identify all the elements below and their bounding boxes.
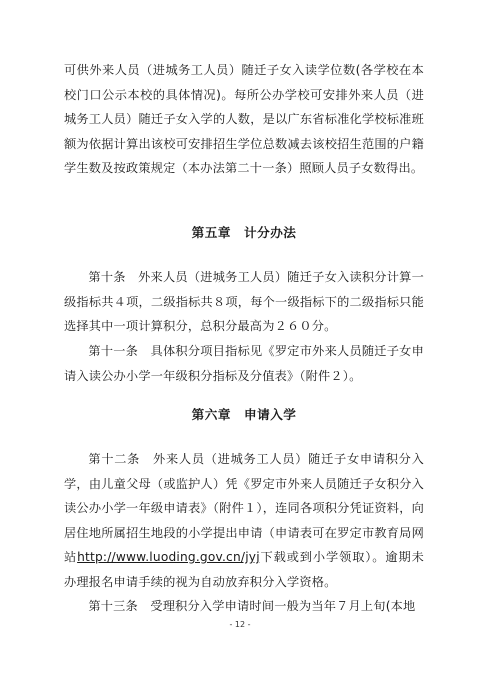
article-10-text: 第十条 外来人员（进城务工人员）随迁子女入读积分计算一级指标共４项，二级指标共８项，每个一级指标下的二级指标只能选择其中一项计算积分，总积分最高为２６０分。 (64, 270, 424, 333)
article-11 (64, 339, 424, 388)
article-11-text: 第十一条 具体积分项目指标见《罗定市外来人员随迁子女申请入读公办小学一年级积分指标及分值表》（附件２）。 (64, 344, 424, 383)
article-13 (64, 594, 424, 619)
article-12 (64, 447, 424, 594)
page-number: - 12 - (229, 620, 251, 629)
education-bureau-url: http://www.luoding.gov.cn/jyj (77, 550, 260, 564)
article-12-text-part1: 第十二条 外来人员（进城务工人员）随迁子女申请积分入学，由儿童父母（或监护人）凭《罗定市外来人员随迁子女积分入读公办小学一年级申请表》（附件１），连同各项积分凭证资料，向居住地所属招生地段的小学提出申请（申请表可在罗定市教育局网站 (64, 452, 424, 564)
article-12-text-part2: 下载或到小学领取）。逾期未办理报名申请手续的视为自动放弃积分入学资格。 (64, 550, 425, 589)
continuation-paragraph (64, 58, 424, 181)
chapter-5-heading: 第五章 计分办法 (191, 225, 297, 240)
article-13-text: 第十三条 受理积分入学申请时间一般为当年７月上旬(本地 (88, 599, 416, 613)
article-10 (64, 265, 424, 339)
article-12-text (64, 447, 424, 594)
paragraph-text: 可供外来人员（进城务工人员）随迁子女入读学位数(各学校在本校门口公示本校的具体情况)。每所公办学校可安排外来人员（进城务工人员）随迁子女入学的人数，是以广东省标准化学校标准班额为依据计算出该校可安排招生学位总数减去该校招生范围的户籍学生数及按政策规定（本办法第二十一条）照顾人员子女数得出。 (64, 63, 424, 175)
chapter-6-heading: 第六章 申请入学 (191, 407, 297, 422)
